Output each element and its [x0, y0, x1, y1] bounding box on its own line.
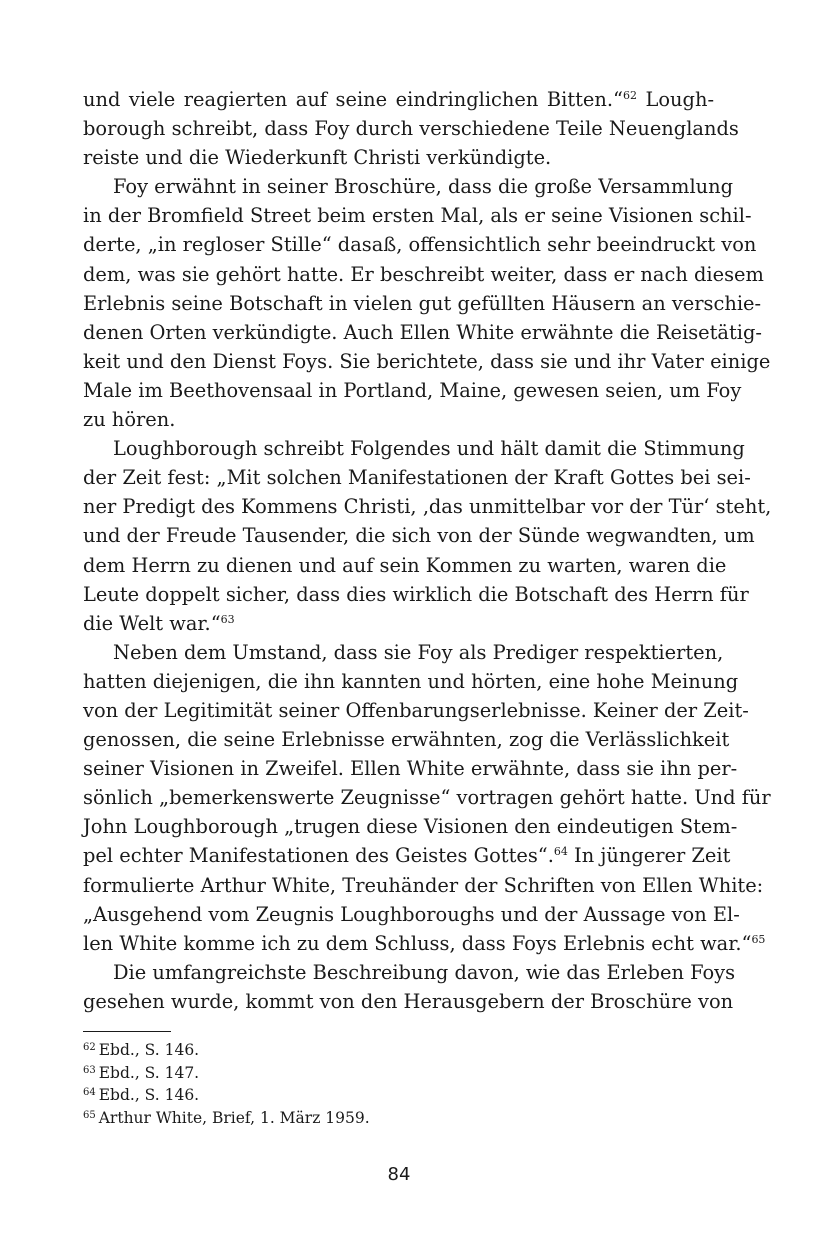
text-line — [83, 783, 771, 812]
text-line-content: der Zeit fest: „Mit solchen Manifestationen der Kraft Gottes bei sei- — [83, 466, 751, 490]
footnote-number: 63 — [83, 1064, 96, 1076]
text-line — [83, 172, 734, 201]
text-line-content: pel echter Manifestationen des Geistes Gottes“. — [83, 844, 554, 868]
footnote-number: 64 — [83, 1087, 96, 1098]
text-line-content: und viele reagierten auf seine eindringlichen Bitten.“ — [83, 88, 623, 111]
footnote-number: 62 — [83, 1042, 96, 1053]
footnote-reference: 64 — [553, 845, 568, 859]
text-line-content: Erlebnis seine Botschaft in vielen gut gefüllten Häusern an verschie- — [83, 291, 762, 315]
text-line-content: dem, was sie gehört hatte. Er beschreibt weiter, dass er nach diesem — [83, 262, 764, 286]
text-line — [83, 841, 731, 870]
text-line — [83, 900, 740, 929]
footnote — [83, 1039, 714, 1062]
text-line-content: keit und den Dienst Foys. Sie berichtete, dass sie und ihr Vater einige — [83, 349, 771, 373]
text-line — [83, 638, 724, 667]
text-line-content: sönlich „bemerkenswerte Zeugnisse“ vortragen gehört hatte. Und für — [83, 786, 771, 810]
text-line-content: in der Bromfield Street beim ersten Mal, als er seine Visionen schil- — [83, 204, 752, 228]
text-line-content: reiste und die Wiederkunft Christi verkündigte. — [83, 146, 552, 170]
footnote-reference: 62 — [622, 89, 637, 102]
text-line — [83, 347, 771, 376]
text-line-content: Neben dem Umstand, dass sie Foy als Prediger respektierten, — [113, 640, 724, 664]
text-line — [83, 289, 762, 318]
text-line-content: Loughborough schreibt Folgendes und hält damit die Stimmung — [113, 437, 745, 461]
footnote — [83, 1107, 714, 1130]
text-line — [83, 143, 714, 172]
text-line — [83, 725, 730, 754]
text-line — [83, 754, 738, 783]
footnote-separator — [83, 1031, 171, 1032]
text-line-content: von der Legitimität seiner Offenbarungserlebnisse. Keiner der Zeit- — [83, 698, 749, 722]
text-line-content: und der Freude Tausender, die sich von der Sünde wegwandten, um — [83, 524, 755, 548]
text-line — [83, 463, 751, 492]
footnote — [83, 1084, 714, 1107]
text-line-continuation: Lough- — [636, 88, 714, 111]
body-text — [83, 85, 772, 1016]
text-line-content: Foy erwähnt in seiner Broschüre, dass die große Versammlung — [113, 175, 734, 199]
text-line — [83, 260, 764, 289]
footnotes — [83, 1039, 714, 1129]
text-line — [83, 318, 762, 347]
text-line-content: „Ausgehend vom Zeugnis Loughboroughs und der Aussage von El- — [83, 902, 740, 926]
text-line — [83, 201, 752, 230]
text-line — [83, 871, 764, 900]
text-line — [83, 114, 739, 143]
text-line-content: John Loughborough „trugen diese Visionen den eindeutigen Stem- — [83, 815, 738, 839]
text-line — [83, 929, 766, 958]
footnote-number: 65 — [83, 1109, 96, 1121]
text-line-content: die Welt war.“ — [83, 611, 221, 635]
text-line — [83, 696, 749, 725]
text-line-content: seiner Visionen in Zweifel. Ellen White erwähnte, dass sie ihn per- — [83, 757, 738, 781]
footnote-text: Ebd., S. 146. — [98, 1086, 200, 1104]
text-line-content: Male im Beethovensaal in Portland, Maine, gewesen seien, um Foy — [83, 378, 742, 402]
footnote-text: Ebd., S. 147. — [98, 1063, 200, 1082]
page-number: 84 — [387, 1164, 411, 1185]
text-line — [83, 376, 742, 405]
text-line — [83, 434, 745, 463]
footnote-text: Ebd., S. 146. — [98, 1041, 200, 1059]
text-line — [83, 492, 772, 521]
text-line-content: borough schreibt, dass Foy durch verschiedene Teile Neuenglands — [83, 117, 739, 141]
text-line — [83, 551, 727, 580]
text-line-content: formulierte Arthur White, Treuhänder der Schriften von Ellen White: — [83, 873, 764, 897]
footnote-reference: 65 — [751, 932, 766, 946]
text-line-content: zu hören. — [83, 408, 176, 432]
text-line-content: dem Herrn zu dienen und auf sein Kommen zu warten, waren die — [83, 553, 727, 577]
text-line-content: denen Orten verkündigte. Auch Ellen White erwähnte die Reisetätig- — [83, 320, 762, 344]
text-line — [83, 521, 755, 550]
text-line-content: derte, „in regloser Stille“ dasaß, offensichtlich sehr beeindruckt von — [83, 233, 757, 257]
text-line-content: ner Predigt des Kommens Christi, ‚das unmittelbar vor der Tür‘ steht, — [83, 495, 772, 519]
text-line — [83, 405, 714, 434]
text-line-content: Leute doppelt sicher, dass dies wirklich die Botschaft des Herrn für — [83, 582, 749, 606]
text-line-content: gesehen wurde, kommt von den Herausgebern der Broschüre von — [83, 989, 734, 1013]
text-line-content: len White komme ich zu dem Schluss, dass Foys Erlebnis echt war.“ — [83, 931, 752, 955]
footnote-text: Arthur White, Brief, 1. März 1959. — [98, 1108, 370, 1127]
text-line-content: Die umfangreichste Beschreibung davon, wie das Erleben Foys — [113, 960, 736, 984]
text-line — [83, 987, 734, 1016]
text-line — [83, 230, 757, 259]
footnote — [83, 1062, 714, 1085]
text-line-content: genossen, die seine Erlebnisse erwähnten, zog die Verlässlichkeit — [83, 728, 730, 752]
text-line — [83, 580, 749, 609]
text-line-continuation: In jüngerer Zeit — [567, 844, 731, 868]
footnote-reference: 63 — [220, 612, 235, 626]
text-line-content: hatten diejenigen, die ihn kannten und hörten, eine hohe Meinung — [83, 669, 739, 693]
text-line — [83, 958, 736, 987]
text-line — [83, 667, 739, 696]
text-line — [83, 812, 738, 841]
text-line — [83, 85, 714, 114]
text-line — [83, 609, 714, 638]
